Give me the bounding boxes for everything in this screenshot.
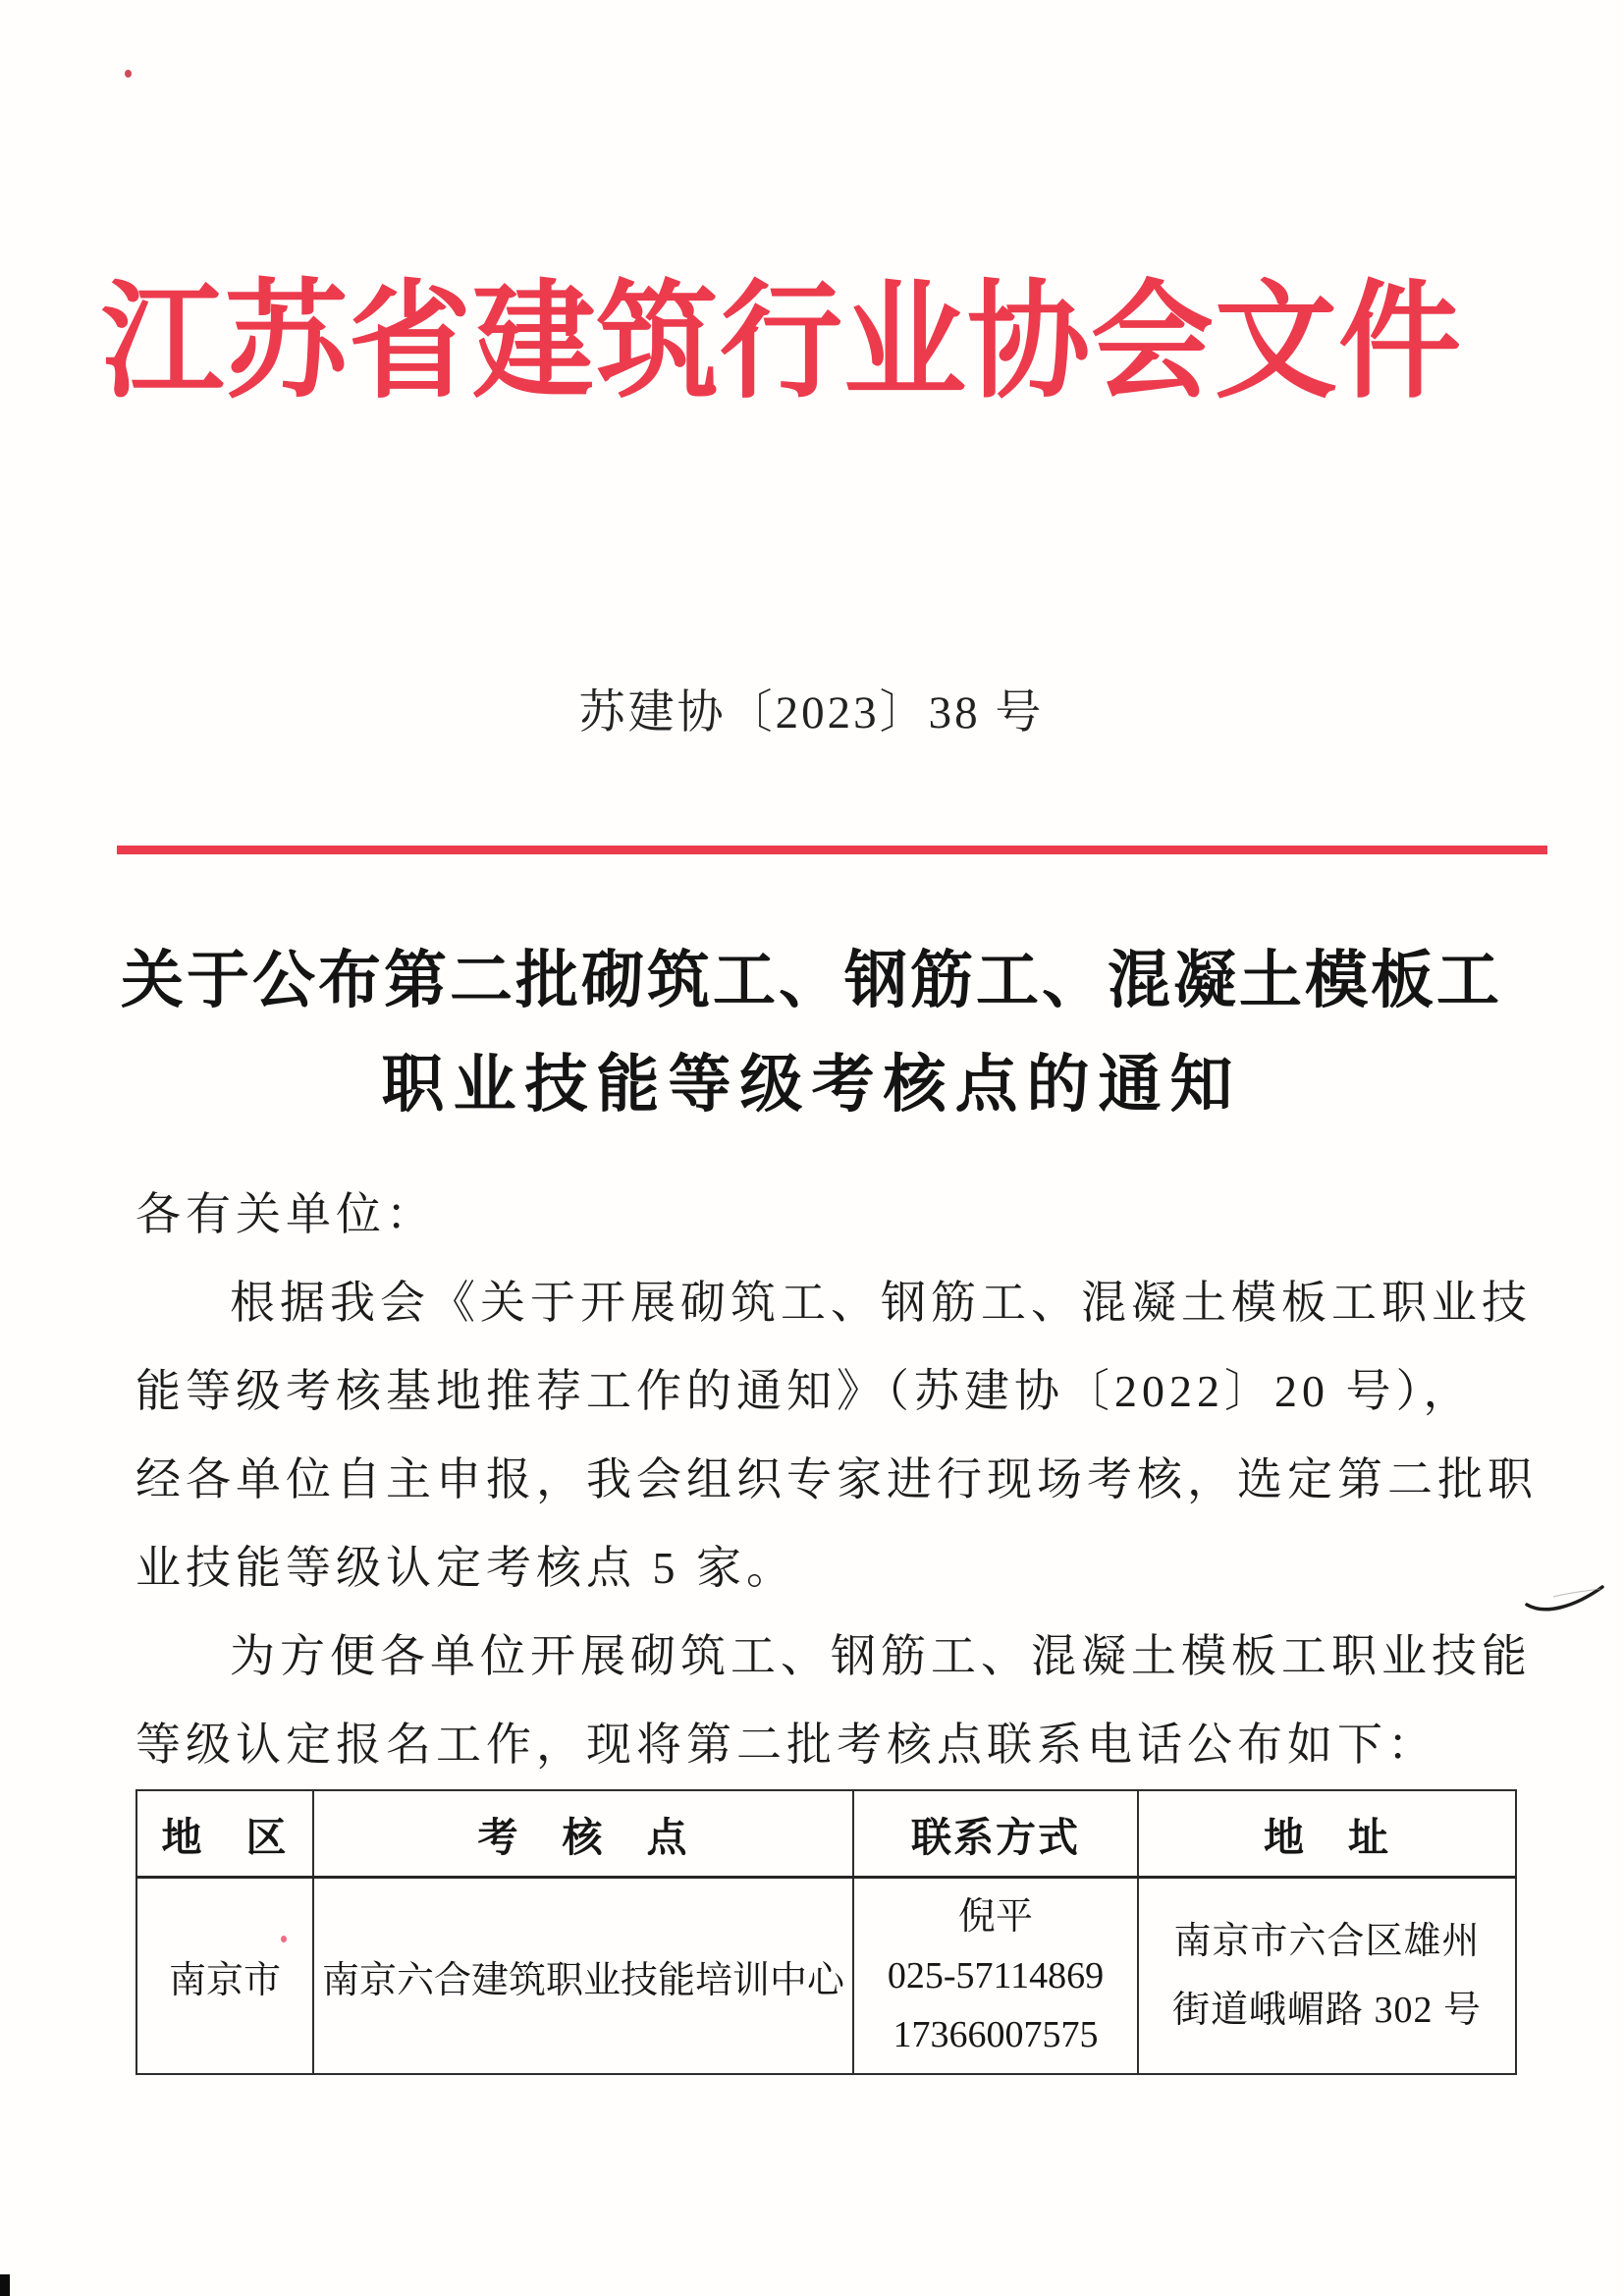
doc-title-line1: 关于公布第二批砌筑工、钢筋工、混凝土模板工 <box>121 946 1502 1015</box>
cell-region: 南京市 <box>136 1878 313 2075</box>
table-header-row <box>136 1790 1516 1878</box>
org-masthead-title: 江苏省建筑行业协会文件 <box>101 273 1462 414</box>
doc-title <box>0 929 1623 1137</box>
red-ink-speck <box>125 70 132 78</box>
body-line: 业技能等级认定考核点 5 家。 <box>135 1543 796 1593</box>
table-row <box>136 1878 1516 2075</box>
contact-phone-landline: 025-57114869 <box>887 1955 1105 1996</box>
cell-contact <box>853 1878 1138 2075</box>
doc-title-line2: 职业技能等级考核点的通知 <box>381 1050 1242 1120</box>
col-header-contact: 联系方式 <box>853 1790 1138 1878</box>
body-line: 经各单位自主申报，我会组织专家进行现场考核，选定第二批职 <box>135 1454 1538 1504</box>
scan-edge-artifact <box>0 2274 10 2296</box>
col-header-region: 地 区 <box>136 1790 313 1878</box>
body-line: 等级认定报名工作，现将第二批考核点联系电话公布如下： <box>135 1720 1437 1770</box>
body-text <box>135 1171 1538 1789</box>
salutation: 各有关单位： <box>135 1189 436 1239</box>
cell-address <box>1138 1878 1516 2075</box>
assessment-sites-table <box>135 1789 1517 2075</box>
body-line: 为方便各单位开展砌筑工、钢筋工、混凝土模板工职业技能 <box>230 1631 1532 1681</box>
contact-name: 倪平 <box>957 1896 1033 1938</box>
red-ink-speck <box>281 1936 287 1942</box>
doc-number: 苏建协〔2023〕38 号 <box>578 687 1045 738</box>
address-line1: 南京市六合区雄州 <box>1173 1921 1481 1962</box>
cell-site: 南京六合建筑职业技能培训中心 <box>313 1878 853 2075</box>
red-divider-rule <box>117 846 1547 854</box>
col-header-site: 考 核 点 <box>313 1790 853 1878</box>
body-line: 能等级考核基地推荐工作的通知》（苏建协〔2022〕20 号）， <box>135 1366 1474 1416</box>
scan-pen-artifact <box>1524 1583 1606 1620</box>
contact-phone-mobile: 17366007575 <box>893 2014 1099 2055</box>
col-header-address: 地 址 <box>1138 1790 1516 1878</box>
address-line2: 街道峨嵋路 302 号 <box>1171 1990 1482 2031</box>
body-line: 根据我会《关于开展砌筑工、钢筋工、混凝土模板工职业技 <box>230 1278 1532 1328</box>
